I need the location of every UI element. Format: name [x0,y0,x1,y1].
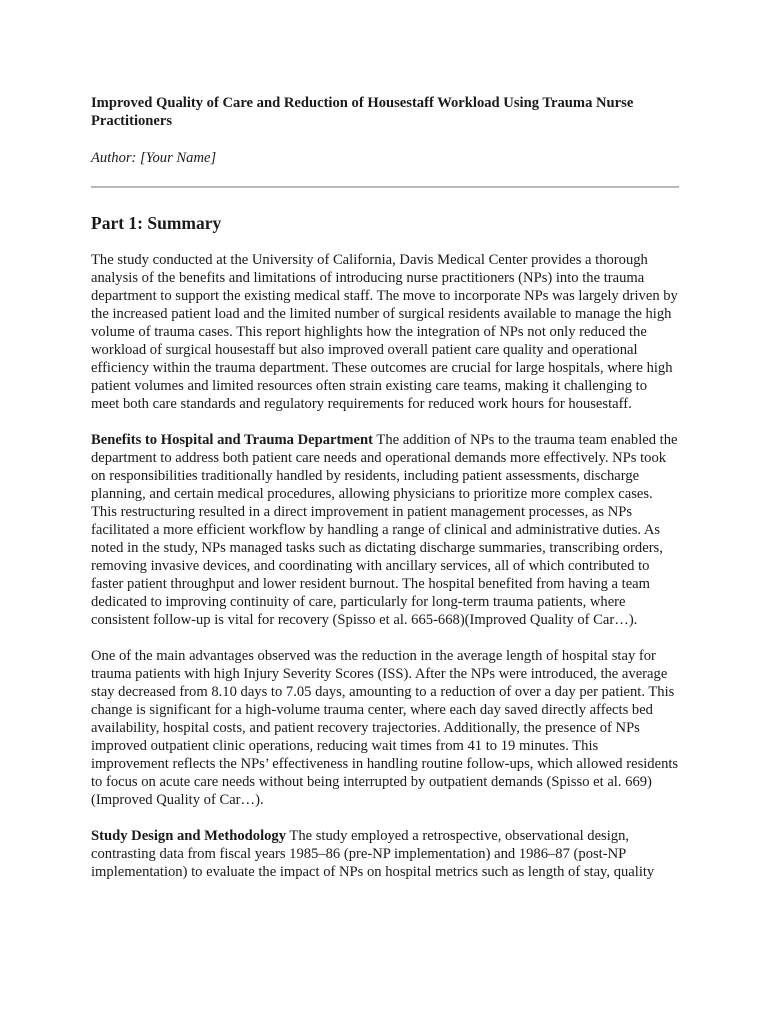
paragraph-lead-heading: Study Design and Methodology [91,828,287,844]
paragraph-body: The study conducted at the University of California, Davis Medical Center provides a thorough analysis of the benefits and limitations of introducing nurse practitioners (NPs) into the trauma department to support the existing medical staff. The move to incorporate NPs was largely driven by the increased patient load and the limited number of surgical residents available to manage the high volume of trauma cases. This report highlights how the integration of NPs not only reduced the workload of surgical housestaff but also improved overall patient care quality and operational efficiency within the trauma department. These outcomes are crucial for large hospitals, where high patient volumes and limited resources often strain existing care teams, making it challenging to meet both care standards and regulatory requirements for reduced work hours for housestaff. [91,252,678,412]
summary-paragraph-benefits [91,431,679,629]
paragraph-body: The addition of NPs to the trauma team enabled the department to address both patient care needs and operational demands more effectively. NPs took on responsibilities traditionally handled by residents, including patient assessments, discharge planning, and certain medical procedures, allowing physicians to prioritize more complex cases. This restructuring resulted in a direct improvement in patient management processes, as NPs facilitated a more efficient workflow by handling a range of clinical and administrative duties. As noted in the study, NPs managed tasks such as dictating discharge summaries, transcribing orders, removing invasive devices, and coordinating with ancillary services, all of which contributed to faster patient throughput and lower resident burnout. The hospital benefited from having a team dedicated to improving continuity of care, particularly for long-term trauma patients, where consistent follow-up is vital for recovery (Spisso et al. 665-668)(Improved Quality of Car…). [91,432,678,628]
paragraph-body: The study employed a retrospective, observational design, contrasting data from fiscal years 1985–86 (pre-NP implementation) and 1986–87 (post-NP implementation) to evaluate the impact of NPs on hospital metrics such as length of stay, quality [91,828,655,880]
section-heading-part-1: Part 1: Summary [91,213,222,233]
paragraph-lead-heading: Benefits to Hospital and Trauma Department [91,432,374,448]
paragraph-body: One of the main advantages observed was the reduction in the average length of hospital stay for trauma patients with high Injury Severity Scores (ISS). After the NPs were introduced, the average stay decreased from 8.10 days to 7.05 days, amounting to a reduction of over a day per patient. This change is significant for a high-volume trauma center, where each day saved directly affects bed availability, hospital costs, and patient recovery trajectories. Additionally, the presence of NPs improved outpatient clinic operations, reducing wait times from 41 to 19 minutes. This improvement reflects the NPs’ effectiveness in handling routine follow-ups, which allowed residents to focus on acute care needs without being interrupted by outpatient demands (Spisso et al. 669)(Improved Quality of Car…). [91,648,679,808]
document-title: Improved Quality of Care and Reduction of Housestaff Workload Using Trauma Nurse Practitioners [91,95,634,129]
summary-paragraph-study-design [91,827,679,881]
horizontal-divider [91,186,679,188]
document-page [91,94,679,881]
summary-paragraph-intro [91,251,679,413]
summary-paragraph-length-of-stay [91,647,679,809]
document-author: Author: [Your Name] [91,150,217,166]
